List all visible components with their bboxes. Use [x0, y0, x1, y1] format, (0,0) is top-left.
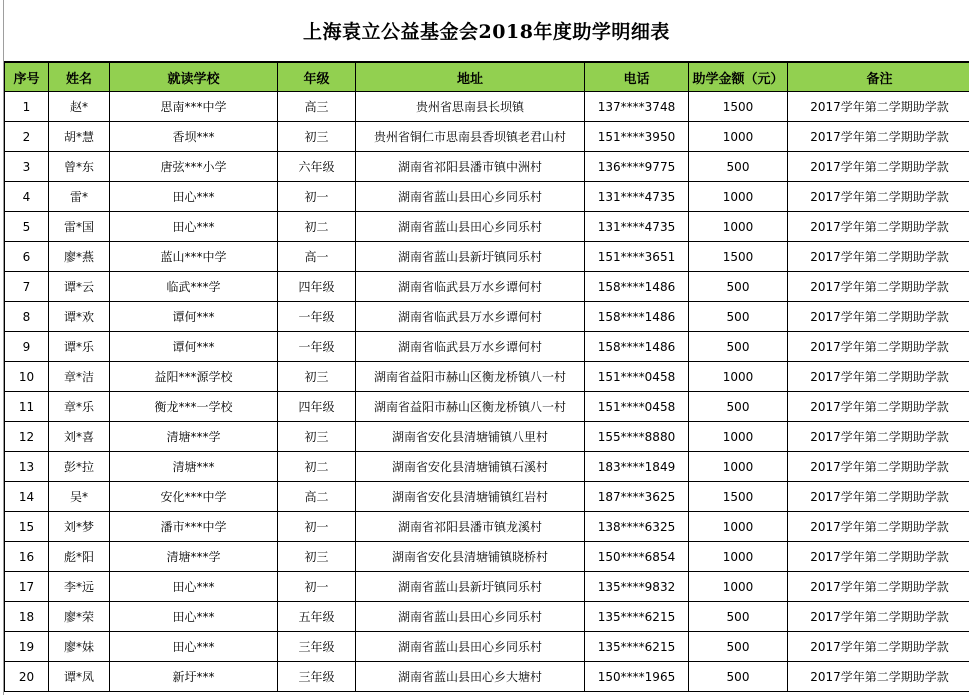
cell-remark[interactable]: 2017学年第二学期助学款: [788, 362, 969, 392]
cell-grade[interactable]: 初二: [278, 452, 356, 482]
cell-index[interactable]: 12: [5, 422, 49, 452]
cell-school[interactable]: 清塘***: [110, 452, 278, 482]
cell-amount[interactable]: 1000: [689, 572, 788, 602]
cell-school[interactable]: 香坝***: [110, 122, 278, 152]
cell-amount[interactable]: 500: [689, 302, 788, 332]
cell-name[interactable]: 雷*: [49, 182, 110, 212]
cell-amount[interactable]: 1000: [689, 452, 788, 482]
table-row: [5, 422, 969, 452]
cell-name[interactable]: 谭*云: [49, 272, 110, 302]
cell-address[interactable]: 贵州省铜仁市思南县香坝镇老君山村: [356, 122, 585, 152]
cell-grade[interactable]: 四年级: [278, 272, 356, 302]
cell-school[interactable]: 益阳***源学校: [110, 362, 278, 392]
cell-amount[interactable]: 1000: [689, 212, 788, 242]
cell-index[interactable]: 5: [5, 212, 49, 242]
cell-amount[interactable]: 1000: [689, 542, 788, 572]
cell-name[interactable]: 章*洁: [49, 362, 110, 392]
cell-phone[interactable]: 155****8880: [585, 422, 689, 452]
cell-name[interactable]: 刘*梦: [49, 512, 110, 542]
cell-phone[interactable]: 138****6325: [585, 512, 689, 542]
cell-amount[interactable]: 500: [689, 662, 788, 692]
cell-grade[interactable]: 高二: [278, 482, 356, 512]
table-row: [5, 122, 969, 152]
cell-grade[interactable]: 三年级: [278, 662, 356, 692]
cell-index[interactable]: 11: [5, 392, 49, 422]
cell-school[interactable]: 清塘***学: [110, 542, 278, 572]
cell-grade[interactable]: 五年级: [278, 602, 356, 632]
table-row: [5, 212, 969, 242]
table-row: [5, 242, 969, 272]
cell-name[interactable]: 谭*欢: [49, 302, 110, 332]
table-row: [5, 152, 969, 182]
cell-school[interactable]: 临武***学: [110, 272, 278, 302]
cell-school[interactable]: 谭何***: [110, 302, 278, 332]
header-cell-grade[interactable]: 年级: [278, 63, 356, 92]
cell-amount[interactable]: 1000: [689, 182, 788, 212]
cell-address[interactable]: 湖南省祁阳县潘市镇龙溪村: [356, 512, 585, 542]
cell-name[interactable]: 谭*凤: [49, 662, 110, 692]
cell-name[interactable]: 彭*拉: [49, 452, 110, 482]
table-row: [5, 272, 969, 302]
cell-phone[interactable]: 187****3625: [585, 482, 689, 512]
cell-index[interactable]: 4: [5, 182, 49, 212]
table-row: [5, 452, 969, 482]
cell-phone[interactable]: 151****3950: [585, 122, 689, 152]
cell-index[interactable]: 7: [5, 272, 49, 302]
cell-name[interactable]: 廖*燕: [49, 242, 110, 272]
cell-address[interactable]: 湖南省安化县清塘铺镇石溪村: [356, 452, 585, 482]
cell-grade[interactable]: 初三: [278, 542, 356, 572]
cell-index[interactable]: 13: [5, 452, 49, 482]
cell-address[interactable]: 湖南省安化县清塘铺镇晓桥村: [356, 542, 585, 572]
cell-address[interactable]: 湖南省益阳市赫山区衡龙桥镇八一村: [356, 362, 585, 392]
cell-amount[interactable]: 1000: [689, 122, 788, 152]
cell-amount[interactable]: 1500: [689, 482, 788, 512]
cell-index[interactable]: 6: [5, 242, 49, 272]
cell-remark[interactable]: 2017学年第二学期助学款: [788, 632, 969, 662]
table-row: [5, 392, 969, 422]
header-row: [5, 63, 969, 92]
table-row: [5, 662, 969, 692]
cell-grade[interactable]: 初一: [278, 572, 356, 602]
cell-school[interactable]: 田心***: [110, 182, 278, 212]
cell-remark[interactable]: 2017学年第二学期助学款: [788, 542, 969, 572]
cell-phone[interactable]: 135****9832: [585, 572, 689, 602]
cell-grade[interactable]: 三年级: [278, 632, 356, 662]
cell-school[interactable]: 安化***中学: [110, 482, 278, 512]
cell-school[interactable]: 清塘***学: [110, 422, 278, 452]
cell-index[interactable]: 20: [5, 662, 49, 692]
cell-name[interactable]: 胡*慧: [49, 122, 110, 152]
cell-name[interactable]: 刘*喜: [49, 422, 110, 452]
cell-remark[interactable]: 2017学年第二学期助学款: [788, 122, 969, 152]
cell-remark[interactable]: 2017学年第二学期助学款: [788, 512, 969, 542]
cell-amount[interactable]: 1000: [689, 362, 788, 392]
cell-address[interactable]: 湖南省蓝山县田心乡大塘村: [356, 662, 585, 692]
cell-school[interactable]: 衡龙***一学校: [110, 392, 278, 422]
cell-index[interactable]: 16: [5, 542, 49, 572]
cell-amount[interactable]: 500: [689, 272, 788, 302]
cell-amount[interactable]: 500: [689, 332, 788, 362]
cell-school[interactable]: 田心***: [110, 572, 278, 602]
cell-school[interactable]: 新圩***: [110, 662, 278, 692]
cell-name[interactable]: 吴*: [49, 482, 110, 512]
cell-index[interactable]: 15: [5, 512, 49, 542]
cell-address[interactable]: 湖南省临武县万水乡谭何村: [356, 302, 585, 332]
cell-phone[interactable]: 137****3748: [585, 92, 689, 122]
cell-address[interactable]: 湖南省蓝山县新圩镇同乐村: [356, 242, 585, 272]
cell-amount[interactable]: 1500: [689, 92, 788, 122]
cell-remark[interactable]: 2017学年第二学期助学款: [788, 152, 969, 182]
table-row: [5, 362, 969, 392]
cell-remark[interactable]: 2017学年第二学期助学款: [788, 452, 969, 482]
cell-index[interactable]: 1: [5, 92, 49, 122]
cell-school[interactable]: 田心***: [110, 212, 278, 242]
cell-address[interactable]: 湖南省安化县清塘铺镇红岩村: [356, 482, 585, 512]
cell-phone[interactable]: 135****6215: [585, 602, 689, 632]
table-row: [5, 602, 969, 632]
cell-school[interactable]: 潘市***中学: [110, 512, 278, 542]
cell-grade[interactable]: 四年级: [278, 392, 356, 422]
cell-address[interactable]: 湖南省祁阳县潘市镇中洲村: [356, 152, 585, 182]
cell-phone[interactable]: 151****0458: [585, 362, 689, 392]
cell-index[interactable]: 3: [5, 152, 49, 182]
cell-address[interactable]: 湖南省蓝山县新圩镇同乐村: [356, 572, 585, 602]
cell-remark[interactable]: 2017学年第二学期助学款: [788, 662, 969, 692]
cell-school[interactable]: 蓝山***中学: [110, 242, 278, 272]
cell-grade[interactable]: 初一: [278, 512, 356, 542]
cell-index[interactable]: 10: [5, 362, 49, 392]
header-cell-index[interactable]: 序号: [5, 63, 49, 92]
cell-address[interactable]: 湖南省蓝山县田心乡同乐村: [356, 632, 585, 662]
cell-phone[interactable]: 151****3651: [585, 242, 689, 272]
cell-phone[interactable]: 131****4735: [585, 182, 689, 212]
cell-amount[interactable]: 1500: [689, 242, 788, 272]
table-row: [5, 92, 969, 122]
cell-amount[interactable]: 500: [689, 602, 788, 632]
header-cell-school[interactable]: 就读学校: [110, 63, 278, 92]
cell-remark[interactable]: 2017学年第二学期助学款: [788, 242, 969, 272]
cell-amount[interactable]: 1000: [689, 512, 788, 542]
table-row: [5, 482, 969, 512]
cell-grade[interactable]: 初三: [278, 122, 356, 152]
table-row: [5, 332, 969, 362]
cell-phone[interactable]: 151****0458: [585, 392, 689, 422]
header-cell-name[interactable]: 姓名: [49, 63, 110, 92]
table-body: [5, 92, 969, 692]
cell-grade[interactable]: 初二: [278, 212, 356, 242]
cell-phone[interactable]: 158****1486: [585, 332, 689, 362]
cell-name[interactable]: 廖*妹: [49, 632, 110, 662]
cell-remark[interactable]: 2017学年第二学期助学款: [788, 482, 969, 512]
cell-remark[interactable]: 2017学年第二学期助学款: [788, 302, 969, 332]
cell-grade[interactable]: 初一: [278, 182, 356, 212]
cell-address[interactable]: 湖南省益阳市赫山区衡龙桥镇八一村: [356, 392, 585, 422]
cell-phone[interactable]: 158****1486: [585, 302, 689, 332]
cell-remark[interactable]: 2017学年第二学期助学款: [788, 332, 969, 362]
cell-index[interactable]: 9: [5, 332, 49, 362]
cell-address[interactable]: 湖南省临武县万水乡谭何村: [356, 332, 585, 362]
cell-phone[interactable]: 150****6854: [585, 542, 689, 572]
cell-address[interactable]: 湖南省临武县万水乡谭何村: [356, 272, 585, 302]
header-cell-phone[interactable]: 电话: [585, 63, 689, 92]
cell-address[interactable]: 湖南省蓝山县田心乡同乐村: [356, 182, 585, 212]
table-row: [5, 182, 969, 212]
cell-name[interactable]: 廖*荣: [49, 602, 110, 632]
cell-phone[interactable]: 183****1849: [585, 452, 689, 482]
cell-grade[interactable]: 一年级: [278, 302, 356, 332]
cell-remark[interactable]: 2017学年第二学期助学款: [788, 182, 969, 212]
cell-name[interactable]: 赵*: [49, 92, 110, 122]
cell-phone[interactable]: 135****6215: [585, 632, 689, 662]
table-row: [5, 302, 969, 332]
cell-grade[interactable]: 高一: [278, 242, 356, 272]
table-row: [5, 572, 969, 602]
cell-name[interactable]: 曾*东: [49, 152, 110, 182]
cell-address[interactable]: 贵州省思南县长坝镇: [356, 92, 585, 122]
cell-grade[interactable]: 一年级: [278, 332, 356, 362]
table-row: [5, 632, 969, 662]
cell-name[interactable]: 章*乐: [49, 392, 110, 422]
cell-remark[interactable]: 2017学年第二学期助学款: [788, 392, 969, 422]
cell-phone[interactable]: 131****4735: [585, 212, 689, 242]
cell-school[interactable]: 思南***中学: [110, 92, 278, 122]
cell-school[interactable]: 唐弦***小学: [110, 152, 278, 182]
cell-amount[interactable]: 500: [689, 632, 788, 662]
cell-index[interactable]: 8: [5, 302, 49, 332]
sheet-title[interactable]: 上海袁立公益基金会2018年度助学明细表: [4, 0, 969, 62]
header-cell-amount[interactable]: 助学金额（元）: [689, 63, 788, 92]
cell-index[interactable]: 17: [5, 572, 49, 602]
cell-index[interactable]: 18: [5, 602, 49, 632]
cell-address[interactable]: 湖南省安化县清塘铺镇八里村: [356, 422, 585, 452]
cell-grade[interactable]: 高三: [278, 92, 356, 122]
cell-remark[interactable]: 2017学年第二学期助学款: [788, 422, 969, 452]
cell-address[interactable]: 湖南省蓝山县田心乡同乐村: [356, 212, 585, 242]
aid-details-table: [4, 62, 969, 692]
cell-name[interactable]: 雷*国: [49, 212, 110, 242]
table-row: [5, 512, 969, 542]
cell-index[interactable]: 2: [5, 122, 49, 152]
cell-remark[interactable]: 2017学年第二学期助学款: [788, 272, 969, 302]
cell-name[interactable]: 李*远: [49, 572, 110, 602]
cell-amount[interactable]: 1000: [689, 422, 788, 452]
cell-amount[interactable]: 500: [689, 392, 788, 422]
cell-index[interactable]: 14: [5, 482, 49, 512]
cell-address[interactable]: 湖南省蓝山县田心乡同乐村: [356, 602, 585, 632]
cell-phone[interactable]: 158****1486: [585, 272, 689, 302]
cell-name[interactable]: 彪*阳: [49, 542, 110, 572]
cell-remark[interactable]: 2017学年第二学期助学款: [788, 572, 969, 602]
cell-grade[interactable]: 初三: [278, 362, 356, 392]
header-cell-address[interactable]: 地址: [356, 63, 585, 92]
cell-index[interactable]: 19: [5, 632, 49, 662]
cell-school[interactable]: 田心***: [110, 602, 278, 632]
table-row: [5, 542, 969, 572]
cell-remark[interactable]: 2017学年第二学期助学款: [788, 602, 969, 632]
cell-name[interactable]: 谭*乐: [49, 332, 110, 362]
cell-phone[interactable]: 136****9775: [585, 152, 689, 182]
cell-school[interactable]: 田心***: [110, 632, 278, 662]
cell-grade[interactable]: 六年级: [278, 152, 356, 182]
cell-grade[interactable]: 初三: [278, 422, 356, 452]
cell-phone[interactable]: 150****1965: [585, 662, 689, 692]
cell-amount[interactable]: 500: [689, 152, 788, 182]
cell-remark[interactable]: 2017学年第二学期助学款: [788, 92, 969, 122]
cell-school[interactable]: 谭何***: [110, 332, 278, 362]
cell-remark[interactable]: 2017学年第二学期助学款: [788, 212, 969, 242]
header-cell-remark[interactable]: 备注: [788, 63, 969, 92]
